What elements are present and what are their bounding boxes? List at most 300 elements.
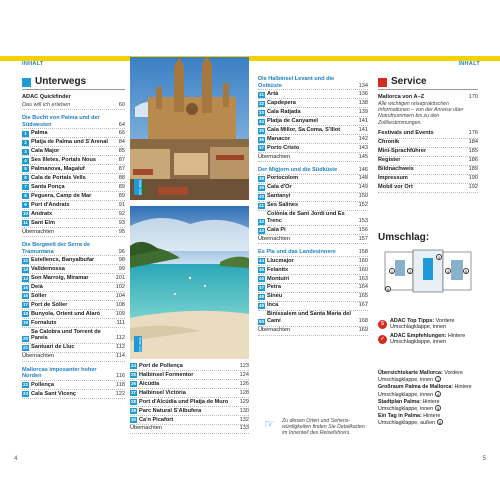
entry-number-badge: 32 <box>258 100 264 106</box>
toc-entry[interactable] <box>378 139 478 148</box>
tip-desc: Hintere Umschlagklappe, innen <box>390 333 466 345</box>
entry-number-badge: 27 <box>130 390 136 396</box>
entry-title: Mini-Sprachführer <box>378 148 427 155</box>
entry-title: Santa Ponça <box>31 183 65 190</box>
entry-title: Ca'n Picafort <box>139 416 174 423</box>
az-page: 170 <box>468 93 478 100</box>
az-row[interactable] <box>378 93 478 101</box>
entry-number-badge: 37 <box>258 145 264 151</box>
entry-page: 128 <box>239 389 249 396</box>
toc-entry[interactable] <box>22 138 125 147</box>
entry-title: Platja de Canyamel <box>267 117 318 124</box>
entry-page: 85 <box>118 147 125 154</box>
toc-entry[interactable] <box>258 226 368 235</box>
entry-title: Fornalutx <box>31 319 57 326</box>
entry-page: 84 <box>118 138 125 145</box>
entry-title: Santuari de Lluc <box>31 344 75 351</box>
toc-entry[interactable] <box>22 301 125 310</box>
entry-title: Chronik <box>378 139 400 146</box>
entry-title: Parc Natural S'Albufera <box>139 407 202 414</box>
cover-list-label: Ein Tag in Palma: <box>378 413 422 420</box>
toc-entry[interactable] <box>258 311 368 327</box>
entry-number-badge: 5 <box>22 166 29 172</box>
chapter-title: Die Halbinsel Levant und die Ostküste <box>258 76 335 89</box>
entry-title: Halbinsel Formentor <box>139 371 194 378</box>
overview-entry[interactable] <box>258 327 368 336</box>
tip-text <box>390 318 478 330</box>
cover-list-mark: 1 <box>436 377 440 383</box>
toc-entry[interactable] <box>22 174 125 183</box>
entry-number-badge: 50 <box>258 319 264 325</box>
entry-title: Ses Salines <box>267 202 299 209</box>
entry-page: 126 <box>239 380 249 387</box>
palma-cathedral-photo <box>130 57 249 200</box>
toc-entry[interactable] <box>130 407 249 416</box>
entry-page: 87 <box>118 165 125 172</box>
entry-page: 153 <box>358 217 368 224</box>
toc-entry[interactable] <box>258 108 368 117</box>
toc-entry[interactable] <box>22 381 125 390</box>
entry-number-badge: 35 <box>258 127 264 133</box>
entry-page: 167 <box>358 302 368 309</box>
quickfinder-sub-row[interactable] <box>22 101 125 110</box>
entry-number-badge: 11 <box>23 220 28 226</box>
toc-entry[interactable] <box>22 265 125 274</box>
entry-title: Colònia de Sant Jordi und Es Trenc <box>267 211 345 224</box>
entry-page: 164 <box>358 284 368 291</box>
entry-page: 192 <box>468 184 478 191</box>
cover-tip[interactable] <box>378 333 478 345</box>
entry-page: 89 <box>118 192 125 199</box>
entry-page: 111 <box>116 319 125 326</box>
entry-number-badge: 38 <box>258 176 264 182</box>
entry-title: Petra <box>267 284 281 291</box>
entry-page: 99 <box>118 265 125 272</box>
toc-entry[interactable] <box>130 389 249 398</box>
entry-number-badge: 46 <box>258 276 264 282</box>
toc-entry[interactable] <box>130 416 249 425</box>
toc-entry[interactable] <box>258 284 368 293</box>
cover-list-mark: 6 <box>439 420 442 426</box>
entry-title: Cala Pi <box>267 226 286 233</box>
cover-list-desc: Vordere Umschlagklappe, innen <box>378 370 463 384</box>
chapter-title: Es Pla und das Landesinnere <box>258 249 336 256</box>
entry-number-badge: 31 <box>258 91 264 97</box>
entry-title: Port d'Andratx <box>31 201 70 208</box>
entry-number-badge: 15 <box>22 284 28 290</box>
entry-number-badge: 41 <box>258 203 264 208</box>
tip-icon: 5 <box>378 320 387 329</box>
entry-number-badge: 18 <box>22 311 28 317</box>
header-bar <box>0 56 500 61</box>
entry-page: 184 <box>468 139 478 146</box>
map-footnote: Zu diesen Orten und Sehenswürdigkeiten finden Sie Detailkarten im Innenteil des Reiseführers. <box>282 418 365 437</box>
entry-title: Portocolom <box>267 175 299 182</box>
entry-title: Port de Pollença <box>139 362 183 369</box>
entry-number-badge: 30 <box>130 417 136 423</box>
entry-page: 98 <box>118 256 125 263</box>
entry-page: 142 <box>358 135 368 142</box>
header-left-label: INHALT <box>22 61 44 67</box>
toc-entry[interactable] <box>258 184 368 193</box>
toc-entry[interactable] <box>258 293 368 302</box>
toc-entry[interactable] <box>22 192 125 201</box>
entry-page: 88 <box>118 174 125 181</box>
entry-number-badge: 28 <box>130 399 136 405</box>
unterwegs-title: Unterwegs <box>35 75 87 87</box>
entry-page: 118 <box>116 381 125 388</box>
entry-number-badge: 45 <box>258 267 264 273</box>
toc-entry[interactable] <box>130 362 249 371</box>
entry-page: 112 <box>116 344 125 351</box>
entry-title: Cala Ratjada <box>267 108 301 115</box>
cover-list-desc: Hintere Umschlagklappe, außen <box>378 413 441 427</box>
entry-page: 149 <box>358 184 368 191</box>
tip-desc: Vordere Umschlagklappe, innen <box>390 318 455 330</box>
chapter-page: 116 <box>116 373 125 380</box>
entry-number-badge: 49 <box>258 303 264 309</box>
entry-number-badge: 17 <box>22 302 28 308</box>
toc-entry[interactable] <box>258 266 368 275</box>
toc-entry[interactable] <box>378 175 478 184</box>
toc-entry[interactable] <box>22 292 125 301</box>
toc-entry[interactable] <box>258 257 368 266</box>
cover-mark-2: 2 <box>408 269 412 274</box>
entry-number-badge: 20 <box>22 336 28 342</box>
entry-number-badge: 21 <box>22 345 28 351</box>
entry-page: 87 <box>118 156 125 163</box>
toc-entry[interactable] <box>22 344 125 353</box>
cover-list-entry[interactable] <box>378 370 478 383</box>
tip-label: ADAC Empfehlungen: <box>390 333 447 339</box>
toc-entry[interactable] <box>22 283 125 292</box>
entry-page: 108 <box>115 301 125 308</box>
service-heading <box>378 76 478 90</box>
entry-title: Bildnachweis <box>378 166 414 173</box>
entry-page: 89 <box>118 183 125 190</box>
entry-number-badge: 34 <box>258 118 264 124</box>
overview-entry[interactable] <box>22 353 125 362</box>
entry-title: Register <box>378 157 401 164</box>
chapter-page: 96 <box>118 248 125 255</box>
chapter-heading[interactable] <box>22 115 125 129</box>
toc-entry[interactable] <box>22 165 125 174</box>
entry-number-badge: 29 <box>130 408 136 414</box>
entry-page: 152 <box>358 202 368 209</box>
entry-page: 141 <box>358 126 368 133</box>
az-description: Alle wichtigen reisepraktischen Informationen – von der Anreise über Notrufnummern bis zu den Zollbestimmungen. <box>378 100 464 126</box>
entry-title: Cala Millor, Sa Coma, S'Illot <box>267 126 341 133</box>
toc-entry[interactable] <box>22 210 125 219</box>
entry-page: 130 <box>239 407 249 414</box>
entry-title: Halbinsel Victòria <box>139 389 186 396</box>
pointing-hand-icon: ☞ <box>264 417 275 431</box>
overview-entry[interactable] <box>258 153 368 162</box>
entry-number-badge: 39 <box>258 185 264 191</box>
mid-list <box>130 362 249 434</box>
entry-title: Son Marroig, Miramar <box>31 274 89 281</box>
chapter-page: 64 <box>118 121 125 128</box>
service-column <box>378 76 478 193</box>
entry-number-badge: 6 <box>22 175 29 181</box>
entry-title: Port de Sóller <box>31 301 68 308</box>
toc-entry[interactable] <box>378 166 478 175</box>
entry-page: 150 <box>358 193 368 200</box>
entry-page: 160 <box>358 266 368 273</box>
toc-entry[interactable] <box>22 156 125 165</box>
entry-title: Estellencs, Banyalbufar <box>31 256 95 263</box>
entry-number-badge: 4 <box>22 158 29 164</box>
entry-title: Alcúdia <box>139 380 160 387</box>
overview-entry[interactable] <box>258 235 368 244</box>
tip-text <box>390 333 478 345</box>
cover-list-entry[interactable] <box>378 384 478 397</box>
entry-title: Ses Illetes, Portals Nous <box>31 156 96 163</box>
toc-entry[interactable] <box>258 202 368 211</box>
entry-page: 124 <box>239 371 249 378</box>
toc-entry[interactable] <box>378 184 478 193</box>
cover-mark-1: 1 <box>390 269 394 274</box>
entry-title: Cala Major <box>31 147 60 154</box>
entry-number-badge: 7 <box>22 184 29 190</box>
cover-tip[interactable] <box>378 318 478 330</box>
toc-entry[interactable] <box>378 148 478 157</box>
chapter-page: 134 <box>358 82 368 89</box>
entry-page: 189 <box>468 166 478 173</box>
entry-title: Palmanova, Magaluf <box>31 165 85 172</box>
unterwegs-column <box>22 76 125 399</box>
umschlag-tips <box>378 318 478 348</box>
entry-title: Sóller <box>31 292 47 299</box>
blue-square-icon <box>22 78 31 87</box>
entry-page: 92 <box>118 210 125 217</box>
az-title: Mallorca von A–Z <box>378 93 425 100</box>
toc-entry[interactable] <box>258 144 368 153</box>
entry-title: Porto Cristo <box>267 144 300 151</box>
toc-entry[interactable] <box>22 328 125 344</box>
toc-entry[interactable] <box>22 183 125 192</box>
toc-entry[interactable] <box>258 275 368 284</box>
entry-title: Festivals und Events <box>378 130 434 137</box>
quickfinder-title: ADAC Quickfinder <box>22 93 71 100</box>
entry-title: Inca <box>267 302 279 309</box>
toc-entry[interactable] <box>378 157 478 166</box>
entry-title: Cala de Portals Vells <box>31 174 86 181</box>
cover-mark-6: 6 <box>386 287 390 292</box>
toc-entry[interactable] <box>130 380 249 389</box>
toc-entry[interactable] <box>22 147 125 156</box>
entry-page: 132 <box>239 416 249 423</box>
entry-title: Andratx <box>31 210 53 217</box>
entry-page: 139 <box>358 108 368 115</box>
entry-title: Pollença <box>31 381 55 388</box>
toc-entry[interactable] <box>258 211 368 227</box>
cover-mark-3: 3 <box>437 255 441 260</box>
entry-page: 112 <box>116 335 125 342</box>
chapter-title: Der Migjorn und die Südküste <box>258 167 338 174</box>
chapter-heading[interactable] <box>258 76 368 90</box>
entry-title: Santanyí <box>267 193 291 200</box>
chapter-title: Die Bucht von Palma und der Südwesten <box>22 114 100 128</box>
entry-page: 185 <box>468 148 478 155</box>
chapter-heading[interactable] <box>22 242 125 256</box>
entry-title: Platja de Palma und S'Arenal <box>31 138 108 145</box>
umschlag-title: Umschlag: <box>378 232 430 243</box>
entry-number-badge: 43 <box>258 227 264 233</box>
entry-number-badge: 48 <box>258 294 264 300</box>
entry-title: Cala Sant Vicenç <box>31 390 76 397</box>
entry-title: Montuïri <box>267 275 290 282</box>
entry-page: 186 <box>468 157 478 164</box>
entry-number-badge: 33 <box>258 109 264 115</box>
entry-number-badge: 3 <box>22 149 29 155</box>
cover-list-desc: Hintere Umschlagklappe, innen <box>378 398 440 413</box>
overview-page: 95 <box>118 228 125 235</box>
entry-page: 160 <box>358 257 368 264</box>
chapter-page: 146 <box>358 167 368 174</box>
entry-title: Peguera, Camp de Mar <box>31 192 92 199</box>
unterwegs-heading <box>22 76 125 90</box>
overview-label: Übernachten <box>258 235 291 242</box>
entry-number-badge: 47 <box>258 285 264 291</box>
entry-page: 143 <box>358 144 368 151</box>
umschlag-list <box>378 370 478 428</box>
cover-list-mark: 5 <box>436 406 440 412</box>
entry-page: 109 <box>115 310 125 317</box>
quickfinder-sub: Das will ich erleben <box>22 101 71 108</box>
chapter-heading[interactable] <box>258 167 368 175</box>
cover-diagram <box>383 246 477 294</box>
chapter-title: Mallorcas imposanter hoher Norden <box>22 366 97 380</box>
entry-title: Bunyola, Orient und Alaró <box>31 310 101 317</box>
toc-entry[interactable] <box>258 126 368 135</box>
toc-entry[interactable] <box>258 117 368 126</box>
entry-number-badge: 10 <box>22 211 28 217</box>
overview-label: Übernachten <box>258 327 291 334</box>
entry-page: 176 <box>468 130 478 137</box>
entry-number-badge: 36 <box>258 136 264 142</box>
toc-entry[interactable] <box>22 310 125 319</box>
entry-number-badge: 25 <box>130 372 136 378</box>
overview-label: Übernachten <box>22 228 55 235</box>
entry-number-badge: 22 <box>22 382 28 388</box>
entry-title: Mobil vor Ort <box>378 184 413 191</box>
cover-list-label: Großraum Palma de Mallorca: <box>378 384 454 391</box>
toc-entry[interactable] <box>258 90 368 99</box>
regions-column <box>258 76 368 336</box>
cover-mark-5: 5 <box>464 269 468 274</box>
entry-title: Impressum <box>378 175 408 182</box>
entry-title: Cala d'Or <box>267 184 292 191</box>
entry-title: Felanitx <box>267 266 289 273</box>
entry-page: 138 <box>358 99 368 106</box>
toc-entry[interactable] <box>130 398 249 407</box>
entry-page: 66 <box>118 129 125 136</box>
toc-entry[interactable] <box>22 390 125 399</box>
toc-entry[interactable] <box>258 193 368 202</box>
service-title: Service <box>391 75 427 87</box>
entry-number-badge: 13 <box>22 266 28 272</box>
entry-title: Sa Calobra und Torrent de Pareis <box>31 328 101 342</box>
toc-entry[interactable] <box>22 201 125 210</box>
toc-entry[interactable] <box>258 135 368 144</box>
toc-entry[interactable] <box>258 99 368 108</box>
entry-number-badge: 23 <box>22 391 28 397</box>
toc-entry[interactable] <box>22 274 125 283</box>
entry-page: 102 <box>115 283 125 290</box>
entry-page: 93 <box>118 219 125 226</box>
toc-entry[interactable] <box>22 256 125 265</box>
page-number-right: 5 <box>482 456 486 462</box>
tip-icon: ✓ <box>378 335 387 344</box>
red-square-icon <box>378 78 387 87</box>
cover-list-entry[interactable] <box>378 399 478 412</box>
overview-entry[interactable] <box>130 425 249 434</box>
entry-page: 136 <box>358 90 368 97</box>
toc-entry[interactable] <box>258 175 368 184</box>
toc-entry[interactable] <box>22 219 125 228</box>
toc-entry[interactable] <box>130 371 249 380</box>
entry-number-badge: 44 <box>258 258 264 264</box>
toc-entry[interactable] <box>378 130 478 139</box>
beach-photo <box>130 206 249 359</box>
page-number-left: 4 <box>14 456 18 462</box>
toc-entry[interactable] <box>22 319 125 328</box>
entry-page: 129 <box>239 398 249 405</box>
quickfinder-row[interactable] <box>22 93 125 101</box>
entry-page: 123 <box>239 362 249 369</box>
overview-page: 145 <box>358 153 368 160</box>
entry-title: Sant Elm <box>31 219 55 226</box>
cover-list-label: Stadtplan Palma: <box>378 398 421 405</box>
cover-list-label: Übersichtskarte Mallorca: <box>378 370 443 376</box>
entry-page: 91 <box>118 201 125 208</box>
chapter-heading[interactable] <box>22 367 125 381</box>
entry-title: Port d'Alcúdia und Platja de Muro <box>139 398 229 405</box>
entry-number-badge: 40 <box>258 194 264 200</box>
toc-entry[interactable] <box>22 129 125 138</box>
entry-page: 168 <box>358 318 368 325</box>
chapter-heading[interactable] <box>258 249 368 257</box>
unterwegs-chapters <box>22 115 125 399</box>
header-right-label: INHALT <box>458 61 480 67</box>
cover-list-entry[interactable] <box>378 413 478 426</box>
entry-title: Binissalem und Santa Maria del Camí <box>267 311 351 325</box>
entry-title: Artà <box>267 90 279 97</box>
entry-title: Llucmajor <box>267 257 294 264</box>
entry-number-badge: 2 <box>22 140 29 146</box>
entry-page: 122 <box>115 390 125 397</box>
entry-page: 156 <box>358 226 368 233</box>
entry-page: 101 <box>115 274 125 281</box>
toc-entry[interactable] <box>258 302 368 311</box>
entry-page: 163 <box>358 275 368 282</box>
entry-title: Sineu <box>267 293 283 300</box>
entry-number-badge: 8 <box>22 193 29 199</box>
entry-number-badge: 14 <box>22 275 28 281</box>
entry-number-badge: 19 <box>22 320 28 326</box>
entry-page: 141 <box>358 117 368 124</box>
overview-entry[interactable] <box>22 228 125 237</box>
entry-number-badge: 12 <box>22 257 28 263</box>
entry-number-badge: 9 <box>22 202 29 208</box>
photo2-page-badge: Seite 124 <box>134 336 142 352</box>
entry-page: 190 <box>468 175 478 182</box>
quickfinder-page: 60 <box>118 101 125 108</box>
photo1-page-badge: Seite 146 <box>134 179 142 195</box>
overview-page: 157 <box>358 235 368 242</box>
entry-number-badge: 1 <box>22 131 29 137</box>
